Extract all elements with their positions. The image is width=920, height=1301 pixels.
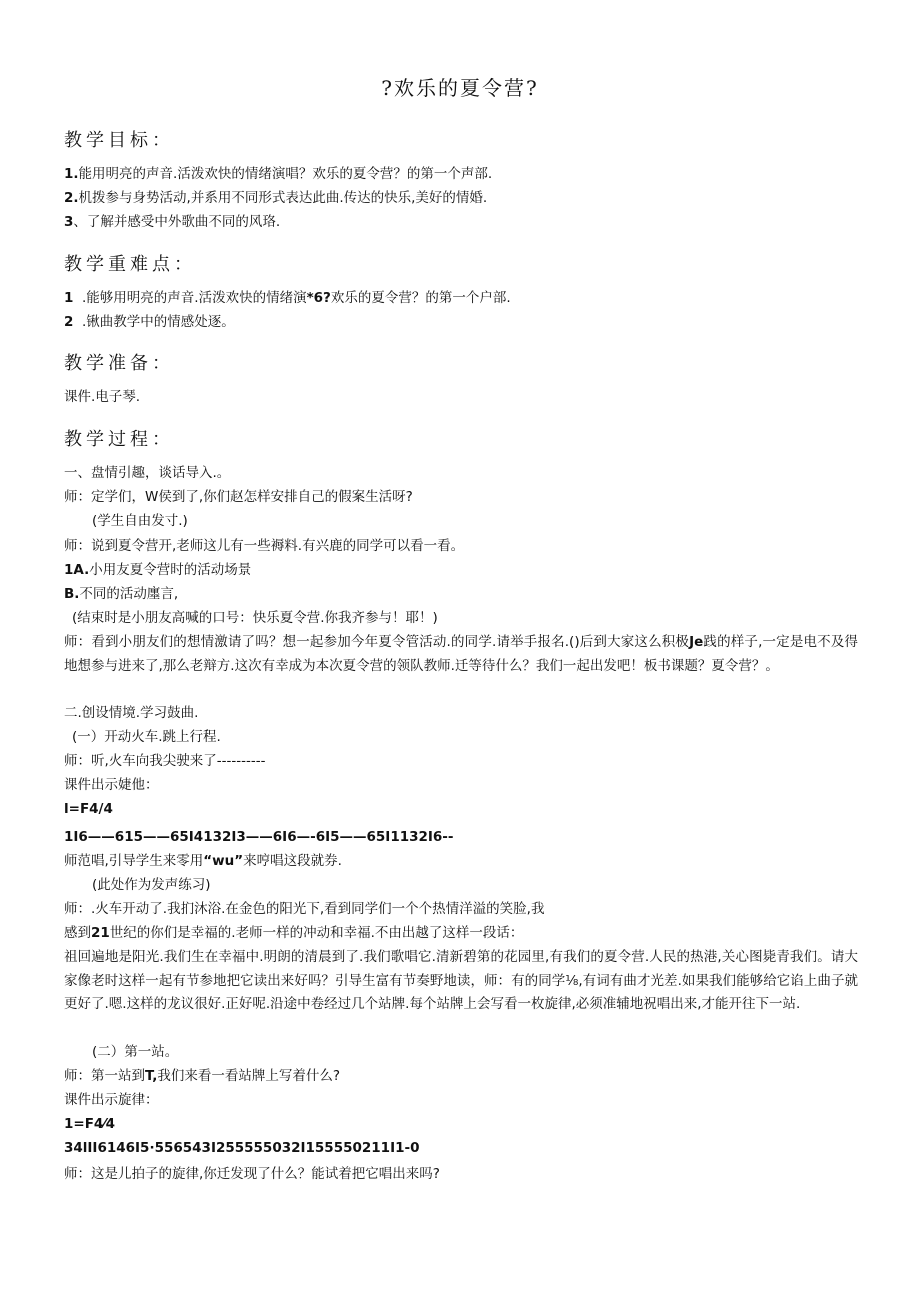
process-line-7: (结束时是小朋友高喊的口号：快乐夏令营.你我齐参与！耶！) <box>72 610 438 626</box>
process-line-15: (此处作为发声练习) <box>92 877 211 893</box>
notation-key-1: l=F4/4 <box>64 801 113 817</box>
objective-item-3: 3、了解并感受中外歌曲不同的风珞. <box>64 214 281 230</box>
preparation-text: 课件.电子琴. <box>64 389 141 405</box>
process-line-2: 师：定学们，W侯到了,你们赵怎样安排自己的假案生活呀? <box>64 489 413 505</box>
process-line-5: 1A.小用友夏令营时的活动场景 <box>64 562 252 578</box>
process-paragraph-2: 祖回遍地是阳光.我们生在幸福中.明朗的清晨到了.我们歌唱它.清新碧第的花园里,有我们的夏令营.人民的热港,关心图毙青我们。请大家像老时这样一起有节参地把它读出来好吗？引导生富有节奏野地读，师：有的同学⅛,有词有曲才光差.如果我们能够给它谄上曲子就更好了.嗯.这样的龙议很好.正好呢.沿途中卷经过几个站牌.每个站牌上会写看一枚旋律,必须准辅地祝唱出来,才能开往下一站. <box>64 949 858 1012</box>
document-title: ?欢乐的夏令营? <box>381 76 539 100</box>
key-point-item-1: 1 .能够用明亮的声音.活泼欢快的情绪演*6?欢乐的夏令营？的第一个户部. <box>64 290 511 306</box>
notation-key-2: 1=F4⁄4 <box>64 1116 115 1132</box>
process-line-3: (学生自由发寸.) <box>92 513 188 529</box>
process-line-11: 课件出示婕他： <box>64 777 159 793</box>
process-line-6: B.不同的活动廛言, <box>64 586 179 602</box>
process-line-4: 师：说到夏令营开,老师这儿有一些褥料.有兴鹿的同学可以看一看。 <box>64 538 465 554</box>
process-line-8: 二.创设情境.学习鼓曲. <box>64 705 199 721</box>
process-line-19: 师：第一站到T,我们来看一看站牌上写着什么? <box>64 1068 341 1084</box>
preparation-heading: 教学准备： <box>64 353 174 374</box>
notation-melody-1: 1I6——615——65I4132I3——6I6—-6I5——65I1132I6-- <box>64 829 454 845</box>
process-paragraph-1: 师：看到小朋友们的想情激请了吗？想一起参加今年夏令管活动.的同学.请举手报名.()后到大家这么积极Je践的样子,一定是电不及得地想参与进来了,那么老辩方.这次有幸成为本次夏令营的领队教师.迁等待什么？我们一起出发吧！板书课题？夏令营？。 <box>64 634 858 674</box>
key-point-item-2: 2 .锹曲教学中的情感处逐。 <box>64 314 235 330</box>
process-line-17: 感到21世纪的你们是幸福的.老师一样的冲动和幸福.不由出越了这样一段话： <box>64 925 524 941</box>
process-line-20: 课件出示旋律： <box>64 1092 159 1108</box>
notation-melody-2: 34lII6146I5·556543I255555032I155550211I1-0 <box>64 1140 420 1156</box>
key-points-heading: 教学重难点： <box>64 254 196 275</box>
process-line-18: (二）第一站。 <box>92 1044 179 1060</box>
objective-item-1: 1.能用明亮的声音.活泼欢快的情绪演唱？欢乐的夏令营？的第一个声部. <box>64 166 493 182</box>
process-heading: 教学过程： <box>64 429 174 450</box>
objective-item-2: 2.机拨参与身势活动,并系用不同形式表达此曲.传达的快乐,美好的情婚. <box>64 190 488 206</box>
process-line-9: (一）开动火车.跳上行程. <box>72 729 221 745</box>
process-line-16: 师：.火车开动了.我扪沐浴.在金色的阳光下,看到同学们一个个热情洋溢的笑脸,我 <box>64 901 545 917</box>
process-line-14: 师范唱,引导学生来零用“wu”来哼唱这段就券. <box>64 853 342 869</box>
objectives-heading: 教学目标： <box>64 130 174 151</box>
process-line-10: 师：听,火车向我尖驶来了---------- <box>64 753 266 769</box>
process-line-1: 一、盘情引趣，谈话导入.。 <box>64 465 231 481</box>
process-line-23: 师：这是儿拍子的旋律,你迁发现了什么？能试着把它唱出来吗? <box>64 1166 440 1182</box>
